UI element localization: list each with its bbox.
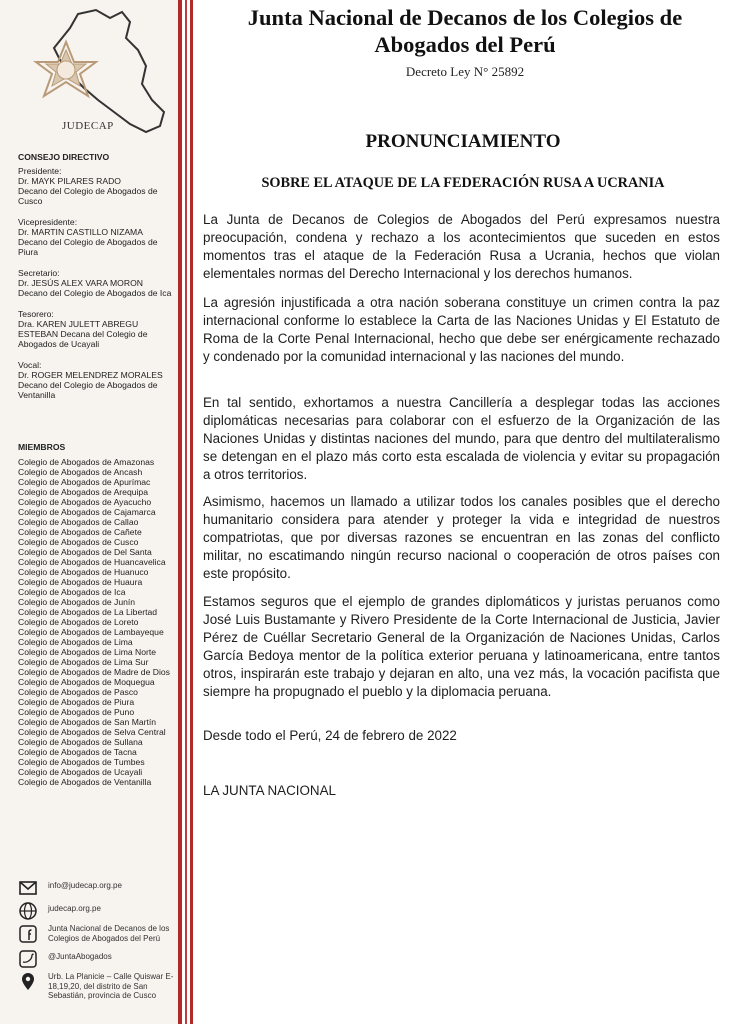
document-subheading: SOBRE EL ATAQUE DE LA FEDERACIÓN RUSA A UCRANIA bbox=[261, 175, 665, 191]
member-item: Colegio de Abogados de Lima Norte bbox=[18, 647, 157, 657]
council-vocal bbox=[18, 360, 178, 400]
council-name: Dr. JESÚS ALEX VARA MORON bbox=[18, 278, 143, 288]
member-item: Colegio de Abogados de Selva Central bbox=[18, 727, 166, 737]
dateline: Desde todo el Perú, 24 de febrero de 2022 bbox=[203, 728, 457, 743]
council-role: Vicepresidente: bbox=[18, 217, 78, 227]
member-item: Colegio de Abogados de Callao bbox=[18, 517, 139, 527]
paragraph-5: Estamos seguros que el ejemplo de grandes diplomáticos y juristas peruanos como José Luis Bustamante y Rivero Presidente de la Corte Internacional de Justicia, Javier Pérez de Cuéllar Secretario General de la Organización de Naciones Unidas, Carlos García Bedoya mentor de la política exterior peruana y latinoamericana, entre tantos otros, inspirarán este trabajo y dejaran en alto, una vez más, la vocación pacifista que siempre ha propugnado el pueblo y la diplomacia peruana. bbox=[203, 594, 720, 699]
contact-email bbox=[18, 878, 178, 900]
map-pin-icon bbox=[18, 972, 38, 992]
council-role: Vocal: bbox=[18, 360, 42, 370]
member-item: Colegio de Abogados de Lima Sur bbox=[18, 657, 149, 667]
council-role: Tesorero: bbox=[18, 309, 54, 319]
member-item: Colegio de Abogados de Tumbes bbox=[18, 757, 145, 767]
page-title: Junta Nacional de Decanos de los Colegios de Abogados del Perú bbox=[247, 5, 683, 57]
twitter-icon bbox=[18, 949, 38, 969]
member-item: Colegio de Abogados de Arequipa bbox=[18, 487, 148, 497]
council-secretary bbox=[18, 268, 178, 298]
member-item: Colegio de Abogados de Huancavelica bbox=[18, 557, 166, 567]
council-name: Dr. MAYK PILARES RADO bbox=[18, 176, 121, 186]
member-item: Colegio de Abogados de Cañete bbox=[18, 527, 142, 537]
member-item: Colegio de Abogados de Tacna bbox=[18, 747, 137, 757]
contact-twitter bbox=[18, 949, 178, 971]
member-item: Colegio de Abogados de Loreto bbox=[18, 617, 139, 627]
red-stripes-divider bbox=[178, 0, 194, 1024]
member-item: Colegio de Abogados de Del Santa bbox=[18, 547, 152, 557]
council-role: Presidente: bbox=[18, 166, 62, 176]
member-item: Colegio de Abogados de Cajamarca bbox=[18, 507, 156, 517]
council-name: Dr. ROGER MELENDREZ MORALES bbox=[18, 370, 163, 380]
member-item: Colegio de Abogados de Moquegua bbox=[18, 677, 155, 687]
member-item: Colegio de Abogados de Huanuco bbox=[18, 567, 149, 577]
member-item: Colegio de Abogados de Huaura bbox=[18, 577, 143, 587]
paragraph-4: Asimismo, hacemos un llamado a utilizar todos los canales posibles que el derecho humanitario considera para atender y proteger la vida e integridad de nuestros compatriotas, que por diversas razones se encuentran en las zonas del conflicto militar, no escatimando ningún recurso nacional o cooperación de otros países con este propósito. bbox=[203, 494, 720, 581]
council-vicepresident bbox=[18, 217, 178, 257]
address-text: Urb. La Planicie – Calle Quiswar E- 18,19,20, del distrito de San Sebastián, provincia de Cusco bbox=[48, 972, 174, 1000]
contact-facebook bbox=[18, 924, 178, 948]
member-item: Colegio de Abogados de Ayacucho bbox=[18, 497, 152, 507]
members-heading: MIEMBROS bbox=[18, 442, 66, 452]
member-item: Colegio de Abogados de Ventanilla bbox=[18, 777, 152, 787]
contact-web bbox=[18, 901, 178, 923]
member-item: Colegio de Abogados de Amazonas bbox=[18, 457, 155, 467]
member-item: Colegio de Abogados de Cusco bbox=[18, 537, 139, 547]
paragraph-3: En tal sentido, exhortamos a nuestra Cancillería a desplegar todas las acciones diplomáticas necesarias para colaborar con el esfuerzo de la Organización de las Naciones Unidas y distintas naciones del mundo, para que dentro del multilateralismo se detengan en el plazo más corto esta escalada de violencia y evitar su propagación a otros territorios. bbox=[203, 395, 720, 482]
member-item: Colegio de Abogados de Lambayeque bbox=[18, 627, 164, 637]
member-item: Colegio de Abogados de Pasco bbox=[18, 687, 138, 697]
council-treasurer bbox=[18, 309, 178, 349]
council-heading: CONSEJO DIRECTIVO bbox=[18, 152, 110, 162]
member-item: Colegio de Abogados de La Libertad bbox=[18, 607, 158, 617]
member-item: Colegio de Abogados de Piura bbox=[18, 697, 135, 707]
member-item: Colegio de Abogados de Ica bbox=[18, 587, 126, 597]
logo-caption: JUDECAP bbox=[62, 120, 114, 132]
members-section bbox=[18, 442, 178, 787]
signature: LA JUNTA NACIONAL bbox=[203, 783, 336, 798]
document-heading: PRONUNCIAMIENTO bbox=[365, 131, 561, 152]
council-desc: Decano del Colegio de Abogados de Ventanilla bbox=[18, 380, 158, 400]
contact-address bbox=[18, 972, 178, 1016]
member-item: Colegio de Abogados de Sullana bbox=[18, 737, 143, 747]
facebook-icon bbox=[18, 924, 38, 944]
member-item: Colegio de Abogados de San Martín bbox=[18, 717, 157, 727]
paragraph-1: La Junta de Decanos de Colegios de Abogados del Perú expresamos nuestra preocupación, condena y rechazo a los acontecimientos que suceden en estos momentos tras el ataque de la Federación Rusa a Ucrania, hechos que violan elementales normas del Derecho Internacional y los derechos humanos. bbox=[203, 212, 720, 281]
globe-icon bbox=[18, 901, 38, 921]
council-desc: Decano del Colegio de Abogados de Piura bbox=[18, 237, 158, 257]
member-item: Colegio de Abogados de Apurímac bbox=[18, 477, 151, 487]
council-name: Dr. MARTIN CASTILLO NIZAMA bbox=[18, 227, 143, 237]
council-desc: Decana del Colegio de Abogados de Ucayali bbox=[18, 329, 148, 349]
member-item: Colegio de Abogados de Madre de Dios bbox=[18, 667, 170, 677]
envelope-icon bbox=[18, 878, 38, 898]
website-link[interactable]: judecap.org.pe bbox=[48, 904, 101, 913]
member-item: Colegio de Abogados de Junín bbox=[18, 597, 136, 607]
member-item: Colegio de Abogados de Lima bbox=[18, 637, 133, 647]
council-section bbox=[18, 152, 178, 400]
council-role: Secretario: bbox=[18, 268, 60, 278]
council-desc: Decano del Colegio de Abogados de Ica bbox=[18, 288, 172, 298]
council-president bbox=[18, 166, 178, 206]
decree-number: Decreto Ley N° 25892 bbox=[405, 64, 525, 79]
member-item: Colegio de Abogados de Ancash bbox=[18, 467, 143, 477]
council-desc: Decano del Colegio de Abogados de Cusco bbox=[18, 186, 158, 206]
council-name: Dra. KAREN JULETT ABREGU ESTEBAN bbox=[18, 319, 139, 339]
member-item: Colegio de Abogados de Ucayali bbox=[18, 767, 143, 777]
twitter-link[interactable]: @JuntaAbogados bbox=[48, 952, 112, 961]
email-link[interactable]: info@judecap.org.pe bbox=[48, 881, 122, 890]
facebook-link[interactable]: Junta Nacional de Decanos de los Colegios de Abogados del Perú bbox=[48, 924, 170, 943]
paragraph-2: La agresión injustificada a otra nación soberana constituye un crimen contra la paz internacional conforme lo establece la Carta de las Naciones Unidas y El Estatuto de Roma de la Corte Penal Internacional, hecho que debe ser enérgicamente rechazado y condenado por la comunidad internacional y las naciones del mundo. bbox=[203, 295, 720, 364]
members-list bbox=[18, 457, 178, 787]
member-item: Colegio de Abogados de Puno bbox=[18, 707, 135, 717]
